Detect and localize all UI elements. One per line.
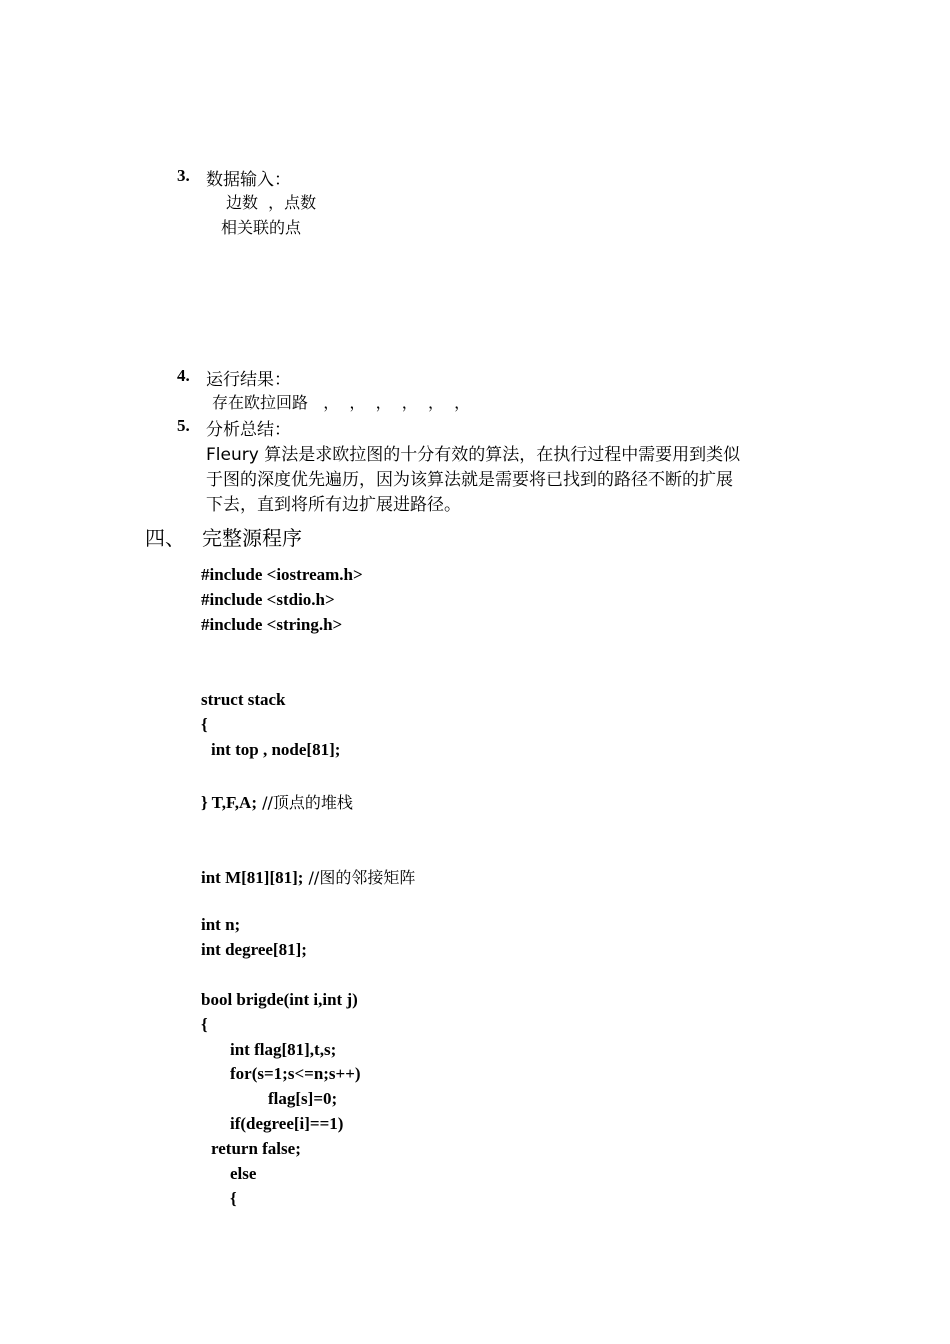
code-matrix-text: int M[81][81]; — [201, 868, 304, 887]
code-struct-decl: struct stack — [201, 690, 286, 709]
heading-4-title: 完整源程序 — [202, 526, 302, 550]
code-flag-set: flag[s]=0; — [268, 1089, 338, 1108]
code-struct-comment: //顶点的堆栈 — [256, 793, 353, 812]
code-open-brace-3: { — [230, 1189, 237, 1208]
section-4-line1: 存在欧拉回路 ， ， ， ， ， ， — [212, 393, 471, 412]
code-include-iostream: #include <iostream.h> — [201, 565, 363, 584]
code-matrix-comment: //图的邻接矩阵 — [303, 868, 416, 887]
code-degree-decl: int degree[81]; — [201, 940, 307, 959]
code-matrix-decl — [201, 865, 415, 888]
code-return-false: return false; — [211, 1139, 301, 1158]
code-open-brace-1: { — [201, 715, 208, 734]
code-struct-body: int top , node[81]; — [211, 740, 341, 759]
section-5-paragraph-line-1: Fleury 算法是求欧拉图的十分有效的算法，在执行过程中需要用到类似 — [206, 445, 741, 465]
section-5-paragraph-line-3: 下去，直到将所有边扩展进路径。 — [206, 495, 461, 515]
code-n-decl: int n; — [201, 915, 241, 934]
section-5-title: 分析总结： — [206, 420, 291, 440]
section-4-number: 4. — [177, 366, 190, 385]
code-struct-end — [201, 790, 353, 813]
code-for-loop: for(s=1;s<=n;s++) — [230, 1064, 361, 1083]
code-open-brace-2: { — [201, 1015, 208, 1034]
section-5-number: 5. — [177, 416, 190, 435]
code-func-signature: bool brigde(int i,int j) — [201, 990, 358, 1009]
code-if-degree: if(degree[i]==1) — [230, 1114, 344, 1133]
heading-4-number: 四、 — [145, 526, 185, 550]
section-3-line2: 相关联的点 — [221, 218, 302, 237]
code-include-string: #include <string.h> — [201, 615, 343, 634]
section-5-paragraph-line-2: 于图的深度优先遍历，因为该算法就是需要将已找到的路径不断的扩展 — [206, 470, 733, 490]
section-3-number: 3. — [177, 166, 190, 185]
code-struct-end-text: } T,F,A; — [201, 793, 257, 812]
section-4-title: 运行结果： — [206, 370, 291, 390]
section-3-line1: 边数 ，点数 — [226, 193, 317, 212]
code-flag-decl: int flag[81],t,s; — [230, 1040, 337, 1059]
section-3-title: 数据输入： — [206, 170, 291, 190]
code-else: else — [230, 1164, 257, 1183]
code-include-stdio: #include <stdio.h> — [201, 590, 335, 609]
